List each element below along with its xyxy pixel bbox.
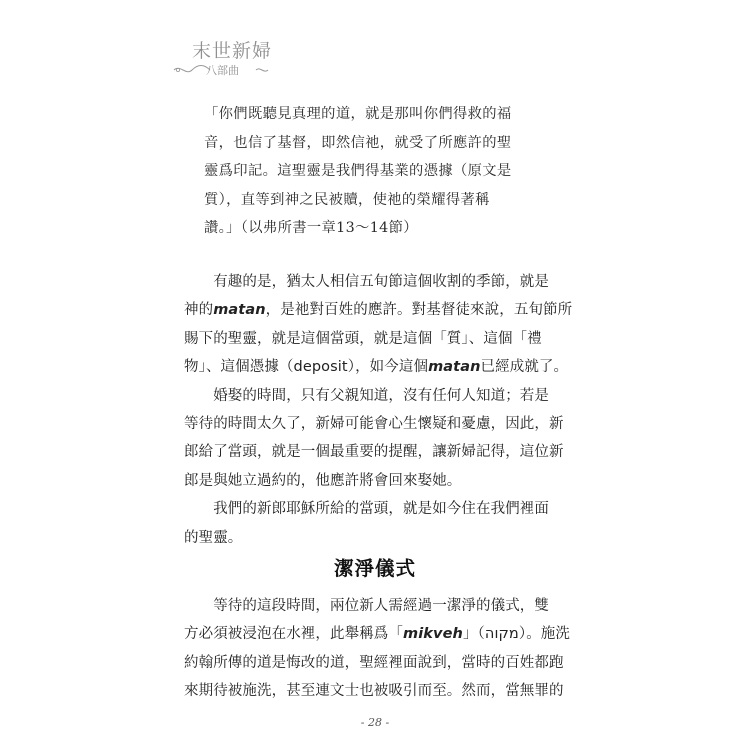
scripture-quote (204, 100, 564, 243)
quote-line: 「你們既聽見真理的道，就是那叫你們得救的福 (204, 106, 512, 122)
hebrew-term: מקוה (484, 626, 519, 643)
body-line: 婚娶的時間，只有父親知道，沒有任何人知道；若是 (213, 387, 550, 404)
book-subtitle: 八部曲 (206, 64, 239, 77)
body-line: 我們的新郎耶穌所給的當頭，就是如今住在我們裡面 (213, 501, 550, 518)
page-number: - 28 - (360, 716, 390, 729)
body-line: 郎給了當頭，就是一個最重要的提醒，讓新婦記得，這位新 (184, 444, 564, 461)
quote-line: 音，也信了基督，即然信祂，就受了所應許的聖 (204, 134, 512, 151)
quote-line: 靈爲印記。這聖靈是我們得基業的憑據（原文是 (204, 163, 512, 179)
body-line: 物」、這個憑據（deposit），如今這個matan已經成就了。 (184, 359, 569, 376)
mikveh-term: mikveh (403, 626, 463, 643)
quote-line: 讚。」（以弗所書一章13～14節） (204, 220, 418, 236)
body-line: 等待的這段時間，兩位新人需經過一潔淨的儀式，雙 (213, 598, 550, 614)
body-line: 方必須被浸泡在水裡，此舉稱爲「mikveh」（מקוה）。施洗 (184, 626, 571, 643)
body-line: 賜下的聖靈，就是這個當頭，就是這個「質」、這個「禮 (184, 330, 542, 347)
body-line: 郎是與她立過約的，他應許將會回來娶她。 (184, 472, 462, 489)
body-paragraphs (184, 268, 579, 552)
section-heading: 潔淨儀式 (333, 557, 416, 580)
body-line: 有趣的是，猶太人相信五旬節這個收割的季節，就是 (213, 274, 550, 290)
book-title: 末世新婦 (192, 40, 273, 62)
quote-line: 質），直等到神之民被贖，使祂的榮耀得著稱 (204, 191, 490, 208)
body-line: 等待的時間太久了，新婦可能會心生懷疑和憂慮，因此，新 (184, 416, 564, 433)
section-paragraph (184, 592, 579, 706)
body-line: 來期待被施洗，甚至連文士也被吸引而至。然而，當無罪的 (184, 683, 564, 700)
matan-term: matan (428, 359, 481, 376)
body-line: 的聖靈。 (184, 529, 243, 546)
body-line: 神的matan，是祂對百姓的應許。對基督徒來說，五旬節所 (184, 302, 573, 319)
body-line: 約翰所傳的道是悔改的道，聖經裡面說到，當時的百姓都跑 (184, 654, 564, 671)
matan-term: matan (213, 302, 266, 319)
